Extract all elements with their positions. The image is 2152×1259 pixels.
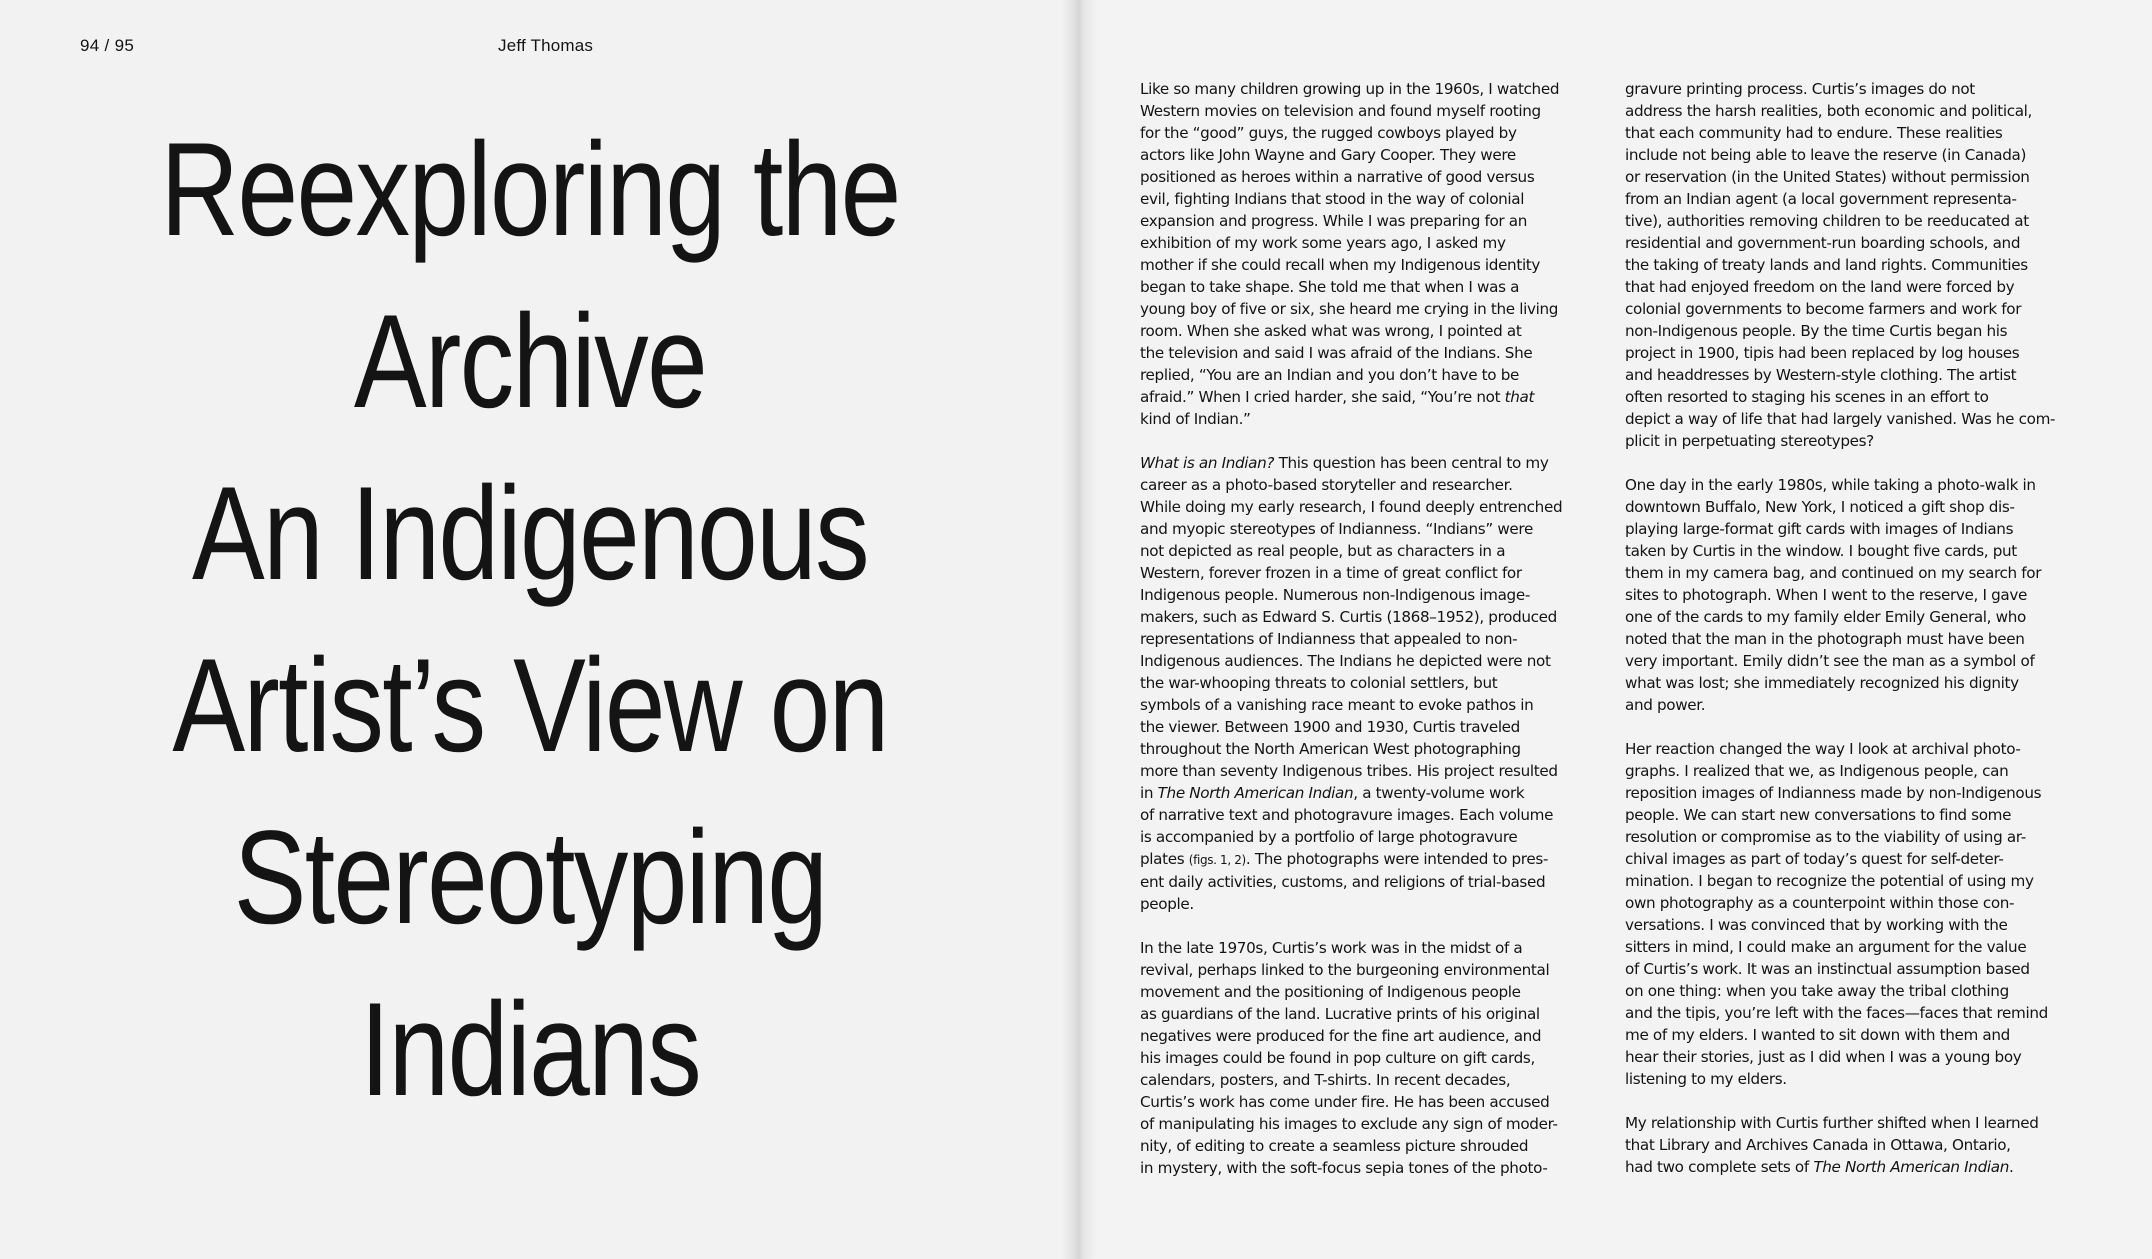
running-head-author: Jeff Thomas xyxy=(498,36,594,55)
text-line: and power. xyxy=(1625,696,1706,714)
text-line: on one thing: when you take away the tribal clothing xyxy=(1625,982,2009,1000)
title-line: Stereotyping xyxy=(233,804,827,952)
text-line: the taking of treaty lands and land rights. Communities xyxy=(1625,256,2028,274)
text-line xyxy=(1140,386,1590,408)
text-line: in mystery, with the soft-focus sepia tones of the photo- xyxy=(1140,1159,1548,1177)
book-title: The North American Indian xyxy=(1157,784,1354,802)
text-line: calendars, posters, and T-shirts. In recent decades, xyxy=(1140,1071,1511,1089)
text-line: taken by Curtis in the window. I bought five cards, put xyxy=(1625,542,2017,560)
text-line: residential and government-run boarding schools, and xyxy=(1625,234,2021,252)
text-line: noted that the man in the photograph must have been xyxy=(1625,630,2025,648)
italic-emphasis: that xyxy=(1504,388,1535,406)
text-line: room. When she asked what was wrong, I pointed at xyxy=(1140,322,1522,340)
text-line: me of my elders. I wanted to sit down with them and xyxy=(1625,1026,2010,1044)
text-column-1 xyxy=(1140,78,1590,1201)
text-line: reposition images of Indianness made by non-Indigenous xyxy=(1625,784,2042,802)
text-run: plates xyxy=(1140,850,1189,868)
text-line: the viewer. Between 1900 and 1930, Curtis traveled xyxy=(1140,718,1520,736)
page-numbers: 94 / 95 xyxy=(80,36,135,55)
text-run: . xyxy=(2008,1158,2014,1176)
text-line: very important. Emily didn’t see the man as a symbol of xyxy=(1625,652,2035,670)
text-line: one of the cards to my family elder Emily General, who xyxy=(1625,608,2026,626)
text-line: chival images as part of today’s quest for self-deter- xyxy=(1625,850,2004,868)
text-run: in xyxy=(1140,784,1158,802)
text-line: of manipulating his images to exclude any sign of moder- xyxy=(1140,1115,1558,1133)
text-line: gravure printing process. Curtis’s images do not xyxy=(1625,80,1975,98)
text-line: that Library and Archives Canada in Ottawa, Ontario, xyxy=(1625,1136,2011,1154)
text-line: include not being able to leave the reserve (in Canada) xyxy=(1625,146,2027,164)
title-line: Archive xyxy=(353,288,707,436)
text-line: Western movies on television and found myself rooting xyxy=(1140,102,1541,120)
text-line: the war-whooping threats to colonial settlers, but xyxy=(1140,674,1498,692)
text-line: career as a photo-based storyteller and researcher. xyxy=(1140,476,1513,494)
book-title: The North American Indian xyxy=(1813,1158,2009,1176)
italic-question: What is an Indian? xyxy=(1140,454,1275,472)
book-gutter xyxy=(1062,0,1096,1259)
text-line: sites to photograph. When I went to the reserve, I gave xyxy=(1625,586,2027,604)
text-line: In the late 1970s, Curtis’s work was in the midst of a xyxy=(1140,939,1523,957)
text-line: graphs. I realized that we, as Indigenous people, can xyxy=(1625,762,2009,780)
text-line: playing large-format gift cards with images of Indians xyxy=(1625,520,2014,538)
text-line: Indigenous audiences. The Indians he depicted were not xyxy=(1140,652,1551,670)
text-line: revival, perhaps linked to the burgeoning environmental xyxy=(1140,961,1550,979)
text-line: expansion and progress. While I was preparing for an xyxy=(1140,212,1528,230)
text-line: and the tipis, you’re left with the faces—faces that remind xyxy=(1625,1004,2048,1022)
text-line: depict a way of life that had largely vanished. Was he com- xyxy=(1625,410,2056,428)
text-line: My relationship with Curtis further shifted when I learned xyxy=(1625,1114,2039,1132)
text-column-2 xyxy=(1625,78,2075,1200)
text-run: . The photographs were intended to pres- xyxy=(1245,850,1549,868)
text-line: tive), authorities removing children to be reeducated at xyxy=(1625,212,2029,230)
text-line: movement and the positioning of Indigenous people xyxy=(1140,983,1521,1001)
text-line: positioned as heroes within a narrative of good versus xyxy=(1140,168,1535,186)
text-line: that had enjoyed freedom on the land were forced by xyxy=(1625,278,2015,296)
text-line: ent daily activities, customs, and religions of trial-based xyxy=(1140,873,1546,891)
paragraph xyxy=(1140,78,1590,430)
text-line: mination. I began to recognize the potential of using my xyxy=(1625,872,2034,890)
paragraph xyxy=(1625,738,2075,1090)
paragraph xyxy=(1625,474,2075,716)
text-run: , a twenty-volume work xyxy=(1353,784,1525,802)
title-line: An Indigenous xyxy=(191,460,869,608)
text-line: the television and said I was afraid of the Indians. She xyxy=(1140,344,1533,362)
text-line: project in 1900, tipis had been replaced by log houses xyxy=(1625,344,2020,362)
left-page xyxy=(0,0,1074,1259)
paragraph xyxy=(1625,78,2075,452)
text-line: from an Indian agent (a local government representa- xyxy=(1625,190,2017,208)
text-line: representations of Indianness that appealed to non- xyxy=(1140,630,1518,648)
text-line: people. We can start new conversations to find some xyxy=(1625,806,2012,824)
article-title xyxy=(120,104,940,1136)
text-line: or reservation (in the United States) without permission xyxy=(1625,168,2030,186)
text-line: One day in the early 1980s, while taking a photo-walk in xyxy=(1625,476,2036,494)
title-line: Artist’s View on xyxy=(172,632,888,780)
text-line: negatives were produced for the fine art audience, and xyxy=(1140,1027,1542,1045)
title-line: Indians xyxy=(359,976,701,1124)
text-line: Her reaction changed the way I look at archival photo- xyxy=(1625,740,2021,758)
text-line: them in my camera bag, and continued on my search for xyxy=(1625,564,2042,582)
paragraph xyxy=(1140,937,1590,1179)
text-line: as guardians of the land. Lucrative prints of his original xyxy=(1140,1005,1540,1023)
text-line: listening to my elders. xyxy=(1625,1070,1787,1088)
text-line: While doing my early research, I found deeply entrenched xyxy=(1140,498,1563,516)
text-line: that each community had to endure. These realities xyxy=(1625,124,2003,142)
text-line: people. xyxy=(1140,895,1194,913)
text-line: hear their stories, just as I did when I was a young boy xyxy=(1625,1048,2022,1066)
text-line: actors like John Wayne and Gary Cooper. They were xyxy=(1140,146,1516,164)
figure-reference: (figs. 1, 2) xyxy=(1188,853,1246,867)
paragraph xyxy=(1625,1112,2075,1178)
text-line: mother if she could recall when my Indigenous identity xyxy=(1140,256,1541,274)
text-run: This question has been central to my xyxy=(1274,454,1549,472)
text-line xyxy=(1140,452,1590,474)
text-line: non-Indigenous people. By the time Curtis began his xyxy=(1625,322,2008,340)
text-line: more than seventy Indigenous tribes. His project resulted xyxy=(1140,762,1558,780)
text-line: not depicted as real people, but as characters in a xyxy=(1140,542,1506,560)
text-line: sitters in mind, I could make an argument for the value xyxy=(1625,938,2027,956)
text-line: makers, such as Edward S. Curtis (1868–1952), produced xyxy=(1140,608,1557,626)
title-line: Reexploring the xyxy=(160,116,900,264)
text-line: evil, fighting Indians that stood in the way of colonial xyxy=(1140,190,1525,208)
text-line: young boy of five or six, she heard me crying in the living xyxy=(1140,300,1559,318)
text-line: replied, “You are an Indian and you don’t have to be xyxy=(1140,366,1519,384)
text-run: afraid.” When I cried harder, she said, “You’re not xyxy=(1140,388,1505,406)
text-line: his images could be found in pop culture on gift cards, xyxy=(1140,1049,1535,1067)
text-line: nity, of editing to create a seamless picture shrouded xyxy=(1140,1137,1529,1155)
text-line: of Curtis’s work. It was an instinctual assumption based xyxy=(1625,960,2030,978)
text-line xyxy=(1140,848,1590,871)
text-line: for the “good” guys, the rugged cowboys played by xyxy=(1140,124,1517,142)
text-line xyxy=(1140,782,1590,804)
text-line: Like so many children growing up in the 1960s, I watched xyxy=(1140,80,1560,98)
paragraph xyxy=(1140,452,1590,915)
text-line: of narrative text and photogravure images. Each volume xyxy=(1140,806,1554,824)
text-line: own photography as a counterpoint within those con- xyxy=(1625,894,2015,912)
text-line: exhibition of my work some years ago, I asked my xyxy=(1140,234,1506,252)
text-line: throughout the North American West photographing xyxy=(1140,740,1521,758)
text-line: began to take shape. She told me that when I was a xyxy=(1140,278,1520,296)
text-line: is accompanied by a portfolio of large photogravure xyxy=(1140,828,1518,846)
text-run: had two complete sets of xyxy=(1625,1158,1814,1176)
text-line: Curtis’s work has come under fire. He has been accused xyxy=(1140,1093,1550,1111)
text-line: plicit in perpetuating stereotypes? xyxy=(1625,432,1874,450)
text-line xyxy=(1625,1156,2075,1178)
text-line: versations. I was convinced that by working with the xyxy=(1625,916,2008,934)
text-line: often resorted to staging his scenes in an effort to xyxy=(1625,388,1989,406)
text-line: Western, forever frozen in a time of great conflict for xyxy=(1140,564,1522,582)
text-line: resolution or compromise as to the viability of using ar- xyxy=(1625,828,2026,846)
text-line: Indigenous people. Numerous non-Indigenous image- xyxy=(1140,586,1530,604)
text-line: symbols of a vanishing race meant to evoke pathos in xyxy=(1140,696,1534,714)
text-line: what was lost; she immediately recognized his dignity xyxy=(1625,674,2019,692)
text-line: kind of Indian.” xyxy=(1140,410,1251,428)
text-line: downtown Buffalo, New York, I noticed a gift shop dis- xyxy=(1625,498,2015,516)
text-line: and myopic stereotypes of Indianness. “Indians” were xyxy=(1140,520,1533,538)
text-line: colonial governments to become farmers and work for xyxy=(1625,300,2022,318)
text-line: address the harsh realities, both economic and political, xyxy=(1625,102,2033,120)
text-line: and headdresses by Western-style clothing. The artist xyxy=(1625,366,2017,384)
